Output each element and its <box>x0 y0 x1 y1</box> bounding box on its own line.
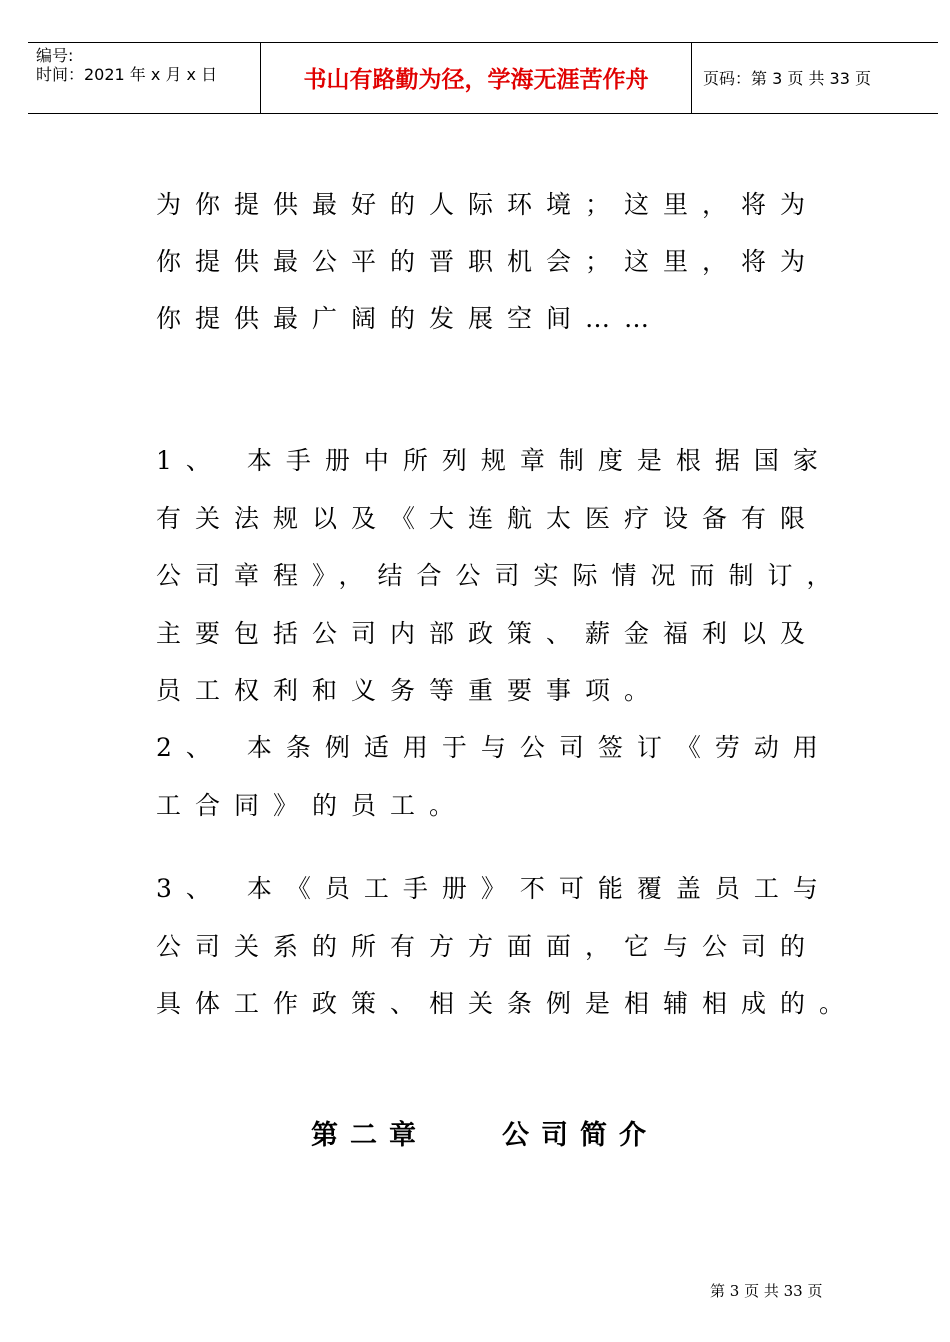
page-header <box>28 42 938 114</box>
header-middle-cell <box>260 43 692 113</box>
intro-paragraph: 为你提供最好的人际环境；这里，将为 你提供最公平的晋职机会；这里，将为 你提供最广阔的发展空间…… <box>156 190 820 333</box>
clause-3-paragraph: 3、 本《员工手册》不可能覆盖员工与 公司关系的所有方方面面，它与公司的 具体工作政策、相关条例是相辅相成的。 <box>156 874 859 1018</box>
clause-1-paragraph: 1、 本手册中所列规章制度是根据国家 有关法规以及《大连航太医疗设备有限 公司章程》，结合公司实际情况而制订， 主要包括公司内部政策、薪金福利以及 员工权利和义务等重要事项。 <box>156 446 846 705</box>
document-number-label: 编号: <box>36 46 74 65</box>
chapter-heading <box>0 1118 950 1158</box>
header-page-number: 页码：第 3 页 共 33 页 <box>703 69 871 88</box>
header-right-cell <box>691 43 938 113</box>
header-left-cell <box>28 43 260 113</box>
document-date: 时间：2021 年 x 月 x 日 <box>36 65 218 84</box>
header-motto: 书山有路勤为径，学海无涯苦作舟 <box>303 66 649 93</box>
footer-page-number: 第 3 页 共 33 页 <box>710 1282 823 1300</box>
chapter-title: 公司简介 <box>502 1120 658 1151</box>
chapter-number: 第二章 <box>311 1120 428 1151</box>
clause-2-paragraph: 2、 本条例适用于与公司签订《劳动用 工合同》的员工。 <box>156 733 832 820</box>
